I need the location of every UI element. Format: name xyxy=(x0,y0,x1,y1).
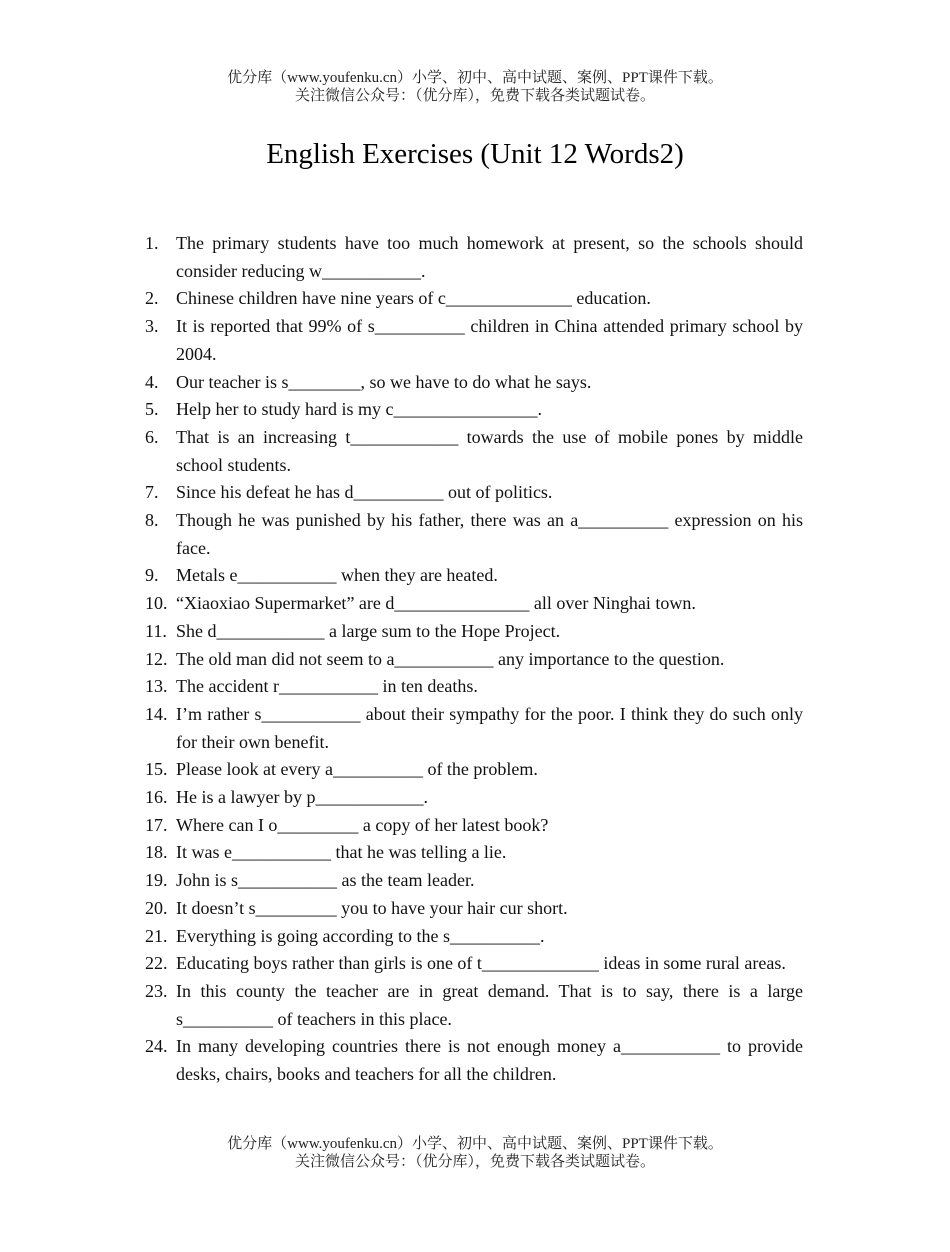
page-title: English Exercises (Unit 12 Words2) xyxy=(266,138,684,170)
header-line-1: 优分库（www.youfenku.cn）小学、初中、高中试题、案例、PPT课件下载。 xyxy=(227,70,723,86)
exercise-text: It doesn’t s_________ you to have your hair cur short. xyxy=(176,897,568,918)
exercise-text: Though he was punished by his father, there was an a__________ expression on his face. xyxy=(176,510,803,558)
exercise-item xyxy=(145,285,803,313)
exercise-text: It was e___________ that he was telling a lie. xyxy=(176,842,507,863)
exercise-number: 10. xyxy=(145,593,168,614)
exercise-text: Chinese children have nine years of c______________ education. xyxy=(176,288,651,309)
exercise-item xyxy=(145,590,803,618)
exercise-text: He is a lawyer by p____________. xyxy=(176,787,428,808)
exercise-item xyxy=(145,646,803,674)
exercise-item xyxy=(145,923,803,951)
exercise-item xyxy=(145,479,803,507)
exercise-text: That is an increasing t____________ towards the use of mobile pones by middle school students. xyxy=(176,426,803,475)
exercise-item xyxy=(145,313,803,368)
exercise-number: 18. xyxy=(145,842,168,863)
exercise-text: “Xiaoxiao Supermarket” are d_______________ all over Ninghai town. xyxy=(176,593,696,614)
exercise-text: Metals e___________ when they are heated. xyxy=(176,565,498,586)
exercise-text: John is s___________ as the team leader. xyxy=(176,870,475,891)
exercise-text: Since his defeat he has d__________ out of politics. xyxy=(176,482,553,503)
exercise-number: 24. xyxy=(145,1036,168,1057)
exercise-item xyxy=(145,396,803,424)
exercise-number: 11. xyxy=(145,620,167,641)
exercise-number: 19. xyxy=(145,870,168,891)
exercise-item xyxy=(145,784,803,812)
exercise-number: 9. xyxy=(145,565,159,586)
exercise-number: 23. xyxy=(145,980,168,1001)
exercise-item xyxy=(145,507,803,562)
exercise-number: 12. xyxy=(145,648,168,669)
exercise-item xyxy=(145,978,803,1033)
exercise-number: 8. xyxy=(145,510,159,531)
exercise-number: 22. xyxy=(145,953,168,974)
exercise-item xyxy=(145,562,803,590)
exercise-text: She d____________ a large sum to the Hope Project. xyxy=(176,620,561,641)
exercise-text: The accident r___________ in ten deaths. xyxy=(176,676,478,697)
exercise-text: Educating boys rather than girls is one of t_____________ ideas in some rural areas. xyxy=(176,953,786,974)
exercise-text: Help her to study hard is my c________________. xyxy=(176,399,542,420)
exercise-number: 17. xyxy=(145,814,168,835)
exercise-text: Everything is going according to the s__________. xyxy=(176,925,545,946)
exercise-list xyxy=(145,230,803,1089)
exercise-number: 7. xyxy=(145,482,159,503)
exercise-item xyxy=(145,950,803,978)
exercise-text: I’m rather s___________ about their sympathy for the poor. I think they do such only for their own benefit. xyxy=(176,703,803,752)
page-header xyxy=(0,69,950,105)
exercise-item xyxy=(145,673,803,701)
footer-line-1: 优分库（www.youfenku.cn）小学、初中、高中试题、案例、PPT课件下载。 xyxy=(227,1136,723,1152)
exercise-item xyxy=(145,812,803,840)
exercise-text: Please look at every a__________ of the problem. xyxy=(176,759,538,780)
exercise-item xyxy=(145,1033,803,1088)
exercise-number: 21. xyxy=(145,925,168,946)
exercise-number: 6. xyxy=(145,426,159,447)
exercise-number: 2. xyxy=(145,288,159,309)
exercise-text: In this county the teacher are in great demand. That is to say, there is a large s__________ of teachers in this place. xyxy=(176,980,803,1029)
exercise-text: Where can I o_________ a copy of her latest book? xyxy=(176,814,549,835)
exercise-item xyxy=(145,839,803,867)
exercise-number: 14. xyxy=(145,703,168,724)
exercise-number: 5. xyxy=(145,399,159,420)
page-footer xyxy=(0,1135,950,1171)
exercise-number: 1. xyxy=(145,233,159,253)
exercise-number: 20. xyxy=(145,897,168,918)
exercise-item xyxy=(145,867,803,895)
exercise-item xyxy=(145,895,803,923)
exercise-number: 3. xyxy=(145,316,159,337)
exercise-item xyxy=(145,369,803,397)
footer-line-2: 关注微信公众号：（优分库），免费下载各类试题试卷。 xyxy=(294,1154,655,1170)
header-line-2: 关注微信公众号：（优分库），免费下载各类试题试卷。 xyxy=(294,88,655,104)
exercise-number: 16. xyxy=(145,787,168,808)
exercise-number: 4. xyxy=(145,371,159,392)
exercise-item xyxy=(145,756,803,784)
exercise-number: 13. xyxy=(145,676,168,697)
exercise-text: In many developing countries there is not enough money a___________ to provide desks, chairs, books and teachers for all the children. xyxy=(176,1036,803,1085)
exercise-text: The old man did not seem to a___________ any importance to the question. xyxy=(176,648,725,669)
exercise-item xyxy=(145,618,803,646)
exercise-item xyxy=(145,230,803,285)
exercise-text: Our teacher is s________, so we have to do what he says. xyxy=(176,371,592,392)
exercise-item xyxy=(145,424,803,479)
exercise-number: 15. xyxy=(145,759,168,780)
exercise-item xyxy=(145,701,803,756)
exercise-text: It is reported that 99% of s__________ children in China attended primary school by 2004. xyxy=(176,316,803,364)
exercise-text: The primary students have too much homework at present, so the schools should consider reducing w___________. xyxy=(176,233,803,281)
